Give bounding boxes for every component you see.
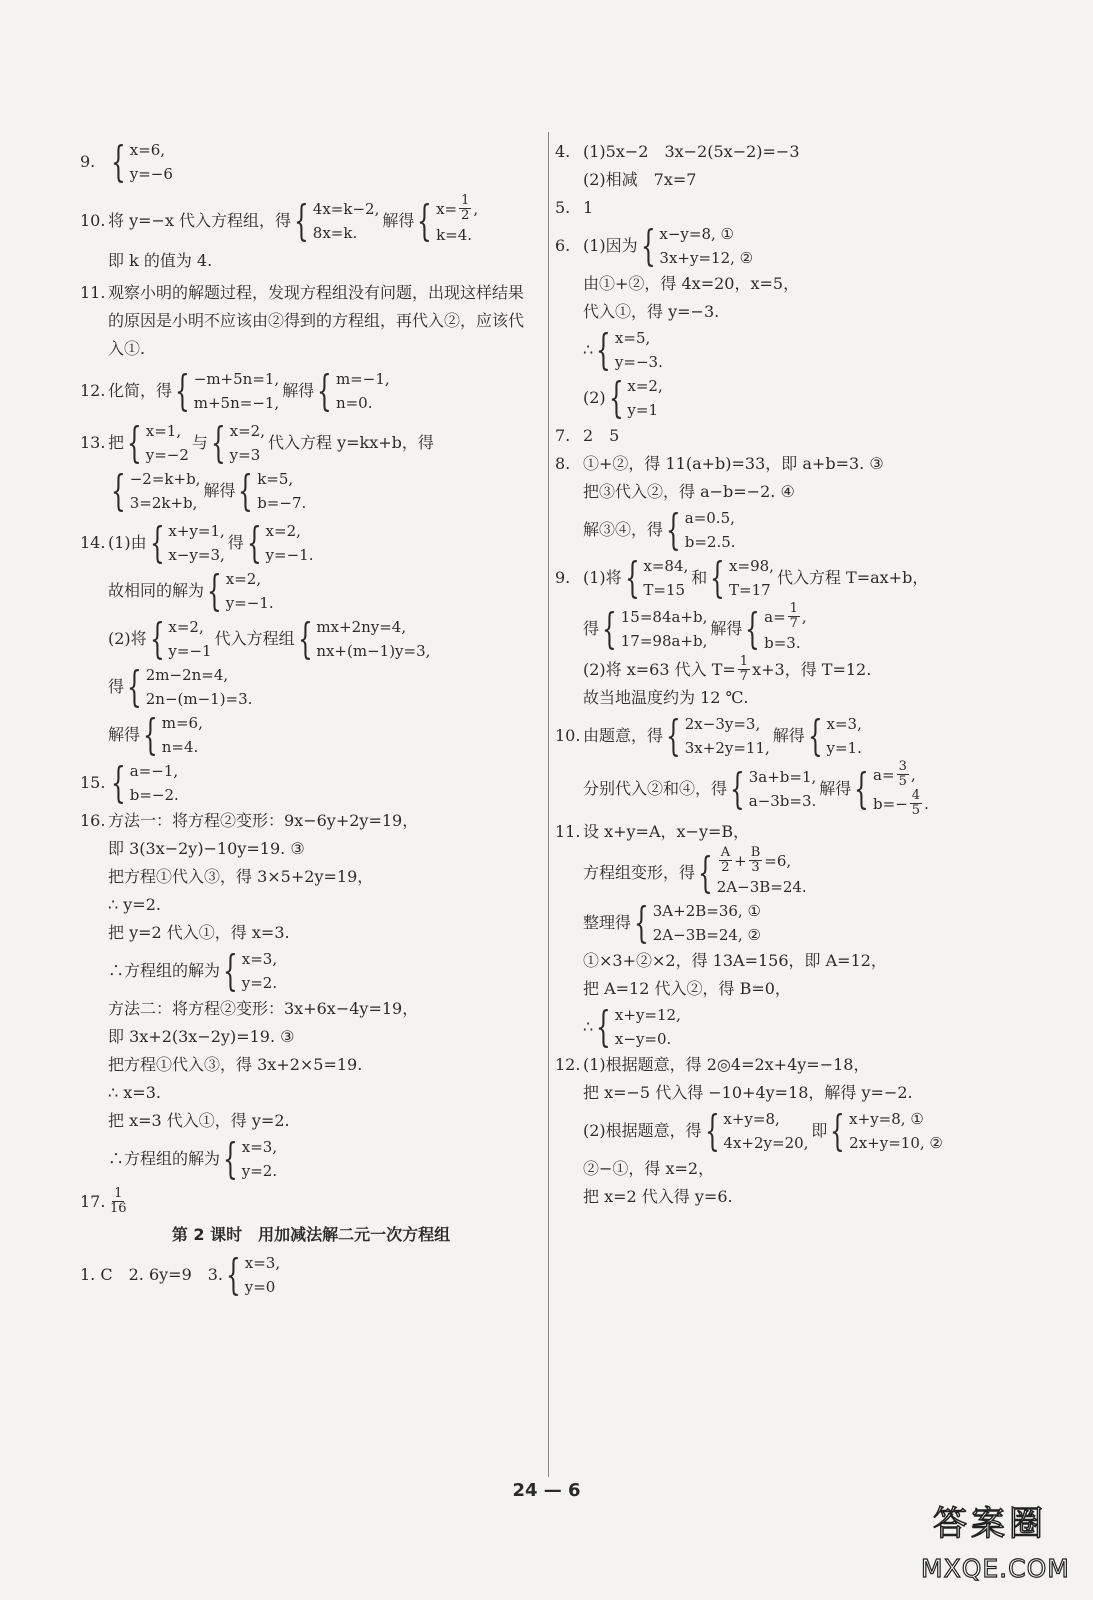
- fraction: $\frac{1}{2}$: [461, 193, 470, 223]
- answer-4: 4. (1)5x−2 3x−2(5x−2)=−3 (2)相减 7x=7: [555, 142, 800, 189]
- answer-6: 6. (1)因为 { x−y=8, ① 3x+y=12, ② 由①+②，得 4x=20，x=5， 代入①，得 y=−3. ∴ { x=5, y=−3. (2) { x=2, y=1: [555, 221, 800, 422]
- answer-11-right: 11. 设 x+y=A，x−y=B， 方程组变形，得 { $\frac{A}{2}$ + $\frac{B}{3}$ =6, 2A−3B=24. 整理得 { 3A+2B=36, ① 2A−3B=24, ② ①×3+②×2，得 13A=156，即 A=12， 把 A=12 代入②，得 B=0， ∴ { x+y=12, x−y=0.: [555, 822, 887, 1051]
- fraction: $\frac{A}{2}$: [720, 845, 731, 875]
- answer-10-right: 10. 由题意，得 { 2x−3y=3, 3x+2y=11, 解得 { x=3, y=1. 分别代入②和④，得 { 3a+b=1, a−3b=3. 解得 { a= $\frac{3}{5}$ , b=− $\frac{4}{5}$ .: [555, 711, 929, 818]
- watermark-site-text: MXQE.COM: [921, 1554, 1070, 1583]
- fraction: $\frac{4}{5}$: [911, 788, 921, 818]
- section-title: 第 2 课时 用加减法解二元一次方程组: [171, 1225, 451, 1244]
- page-number: 24 — 6: [512, 1480, 581, 1501]
- answer-7: 7. 2 5: [555, 426, 620, 445]
- answer-13: 13. 把 { x=1, y=−2 与 { x=2, y=3 代入方程 y=kx+b，得 { −2=k+b, 3=2k+b, 解得 { k=5, b=−7.: [80, 418, 434, 515]
- fraction: $\frac{3}{5}$: [898, 759, 907, 789]
- answer-16: 16. 方法一：将方程②变形：9x−6y+2y=19， 即 3(3x−2y)−10y=19. ③ 把方程①代入③，得 3×5+2y=19， ∴ y=2. 把 y=2 代入①，得 x=3. ∴方程组的解为 { x=3, y=2. 方法二：将方程②变形：3x+6x−4y=19， 即 3x+2(3x−2y)=19. ③ 把方程①代入③，得 3x+2×5=19. ∴ x=3. 把 x=3 代入①，得 y=2. ∴方程组的解为 { x=3, y=2.: [80, 811, 419, 1183]
- fraction: $\frac{1}{7}$: [739, 654, 749, 684]
- answer-12: 12. 化简，得 { −m+5n=1, m+5n=−1, 解得 { m=−1, n=0.: [80, 366, 390, 415]
- answer-9-right: 9. (1)将 { x=84, T=15 和 { x=98, T=17 代入方程 T=ax+b， 得 { 15=84a+b, 17=98a+b, 解得 { a= $\frac{1}{7}$ , b=3. (2)将 x=63 代入 T= $\frac{1}{7}$ x+3，得 T=12. 故当地温度约为 12 ℃.: [555, 553, 929, 707]
- answer-8: 8. ①+②，得 11(a+b)=33，即 a+b=3. ③ 把③代入②，得 a−b=−2. ④ 解③④，得 { a=0.5, b=2.5.: [555, 454, 884, 554]
- fraction: $\frac{B}{3}$: [750, 845, 761, 875]
- answer-1-3: 1. C 2. 6y=9 3. { x=3, y=0: [80, 1250, 281, 1299]
- answer-17: 17. $\frac{1}{16}$: [80, 1186, 127, 1216]
- answer-11: 11. 观察小明的解题过程，发现方程组没有问题，出现这样结果 的原因是小明不应该由②得到的方程组，再代入②，应该代 入①.: [80, 283, 525, 358]
- answer-10: 10. 将 y=−x 代入方程组，得 { 4x=k−2, 8x=k. 解得 { x= $\frac{1}{2}$ , k=4. 即 k 的值为 4.: [80, 193, 479, 270]
- fraction: $\frac{1}{7}$: [789, 601, 798, 631]
- system: { x=6, y=−6: [111, 137, 173, 186]
- fraction: $\frac{1}{16}$: [110, 1186, 127, 1216]
- watermark-logo: [921, 1496, 1071, 1592]
- answer-9: 9. { x=6, y=−6: [80, 137, 173, 186]
- left-column: [80, 138, 542, 1299]
- watermark-logo-text: 答案圈: [933, 1504, 1047, 1544]
- right-column: [555, 138, 1050, 1211]
- column-divider: [548, 132, 549, 1477]
- answer-12-right: 12. (1)根据题意，得 2◎4=2x+4y=−18， 把 x=−5 代入得 −10+4y=18，解得 y=−2. (2)根据题意，得 { x+y=8, 4x+2y=20, 即 { x+y=8, ① 2x+y=10, ② ②−①，得 x=2， 把 x=2 代入得 y=6.: [555, 1055, 943, 1206]
- answer-5: 5. 1: [555, 198, 594, 217]
- answer-14: 14. (1)由 { x+y=1, x−y=3, 得 { x=2, y=−1. 故相同的解为 { x=2, y=−1. (2)将 { x=2, y=−1 代入方程组 { mx+2ny=4, nx+(m−1)y=3, 得 { 2m−2n=4, 2n−(m−1)=3. 解得 { m=6, n=4.: [80, 518, 431, 759]
- answer-15: 15. { a=−1, b=−2.: [80, 758, 179, 807]
